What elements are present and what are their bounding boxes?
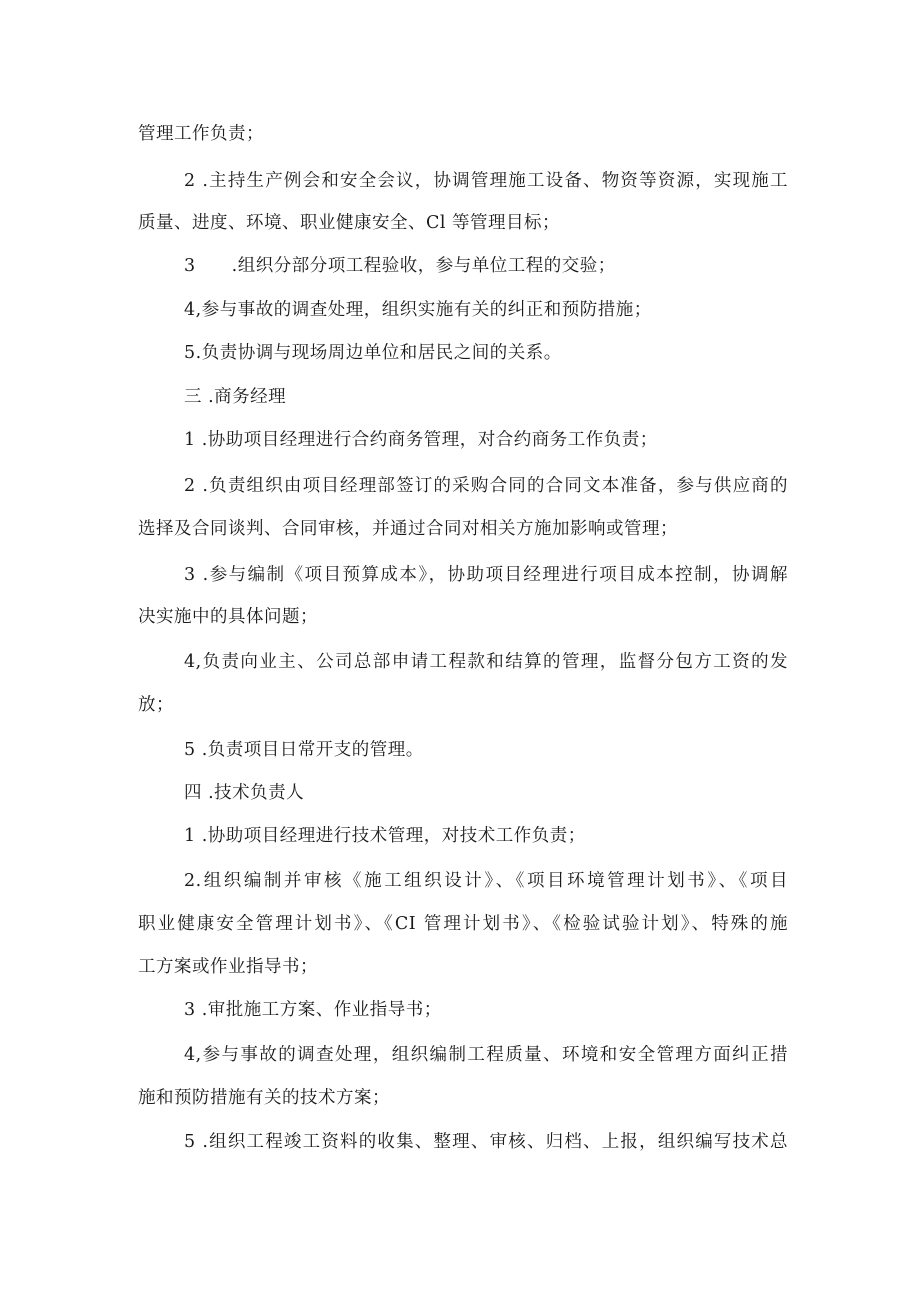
- text-line: 4,参与事故的调查处理，组织编制工程质量、环境和安全管理方面纠正措: [184, 1045, 788, 1065]
- text-line: 3 .参与编制《项目预算成本》，协助项目经理进行项目成本控制，协调解: [184, 565, 788, 585]
- text-line: 施和预防措施有关的技术方案；: [138, 1088, 390, 1108]
- text-line: 4,参与事故的调查处理，组织实施有关的纠正和预防措施；: [184, 300, 652, 320]
- text-line: 放；: [138, 695, 174, 715]
- text-line: 3 .组织分部分项工程验收，参与单位工程的交验；: [184, 256, 616, 276]
- text-line: 选择及合同谈判、合同审核，并通过合同对相关方施加影响或管理；: [138, 519, 678, 539]
- text-line: 质量、进度、环境、职业健康安全、Cl 等管理目标；: [138, 213, 561, 233]
- text-line: 5 .负责项目日常开支的管理。: [184, 740, 424, 760]
- text-line: 工方案或作业指导书；: [138, 957, 318, 977]
- text-line: 2 .主持生产例会和安全会议，协调管理施工设备、物资等资源，实现施工: [184, 171, 788, 191]
- text-line: 1 .协助项目经理进行技术管理，对技术工作负责；: [184, 826, 586, 846]
- text-line: 职业健康安全管理计划书》、《CI 管理计划书》、《检验试验计划》、特殊的施: [138, 914, 788, 934]
- text-line: 5.负责协调与现场周边单位和居民之间的关系。: [184, 343, 562, 363]
- text-line: 1 .协助项目经理进行合约商务管理，对合约商务工作负责；: [184, 430, 658, 450]
- text-line: 3 .审批施工方案、作业指导书；: [184, 1000, 442, 1020]
- text-line: 决实施中的具体问题；: [138, 607, 318, 627]
- section-heading: 四 .技术负责人: [184, 783, 305, 803]
- text-line: 4,负责向业主、公司总部申请工程款和结算的管理，监督分包方工资的发: [184, 652, 788, 672]
- text-line: 管理工作负责；: [138, 124, 264, 144]
- text-line: 2 .负责组织由项目经理部签订的采购合同的合同文本准备，参与供应商的: [184, 476, 788, 496]
- text-line: 5 .组织工程竣工资料的收集、整理、审核、归档、上报，组织编写技术总: [184, 1132, 788, 1152]
- text-line: 2.组织编制并审核《施工组织设计》、《项目环境管理计划书》、《项目: [184, 871, 788, 891]
- section-heading: 三 .商务经理: [184, 387, 287, 407]
